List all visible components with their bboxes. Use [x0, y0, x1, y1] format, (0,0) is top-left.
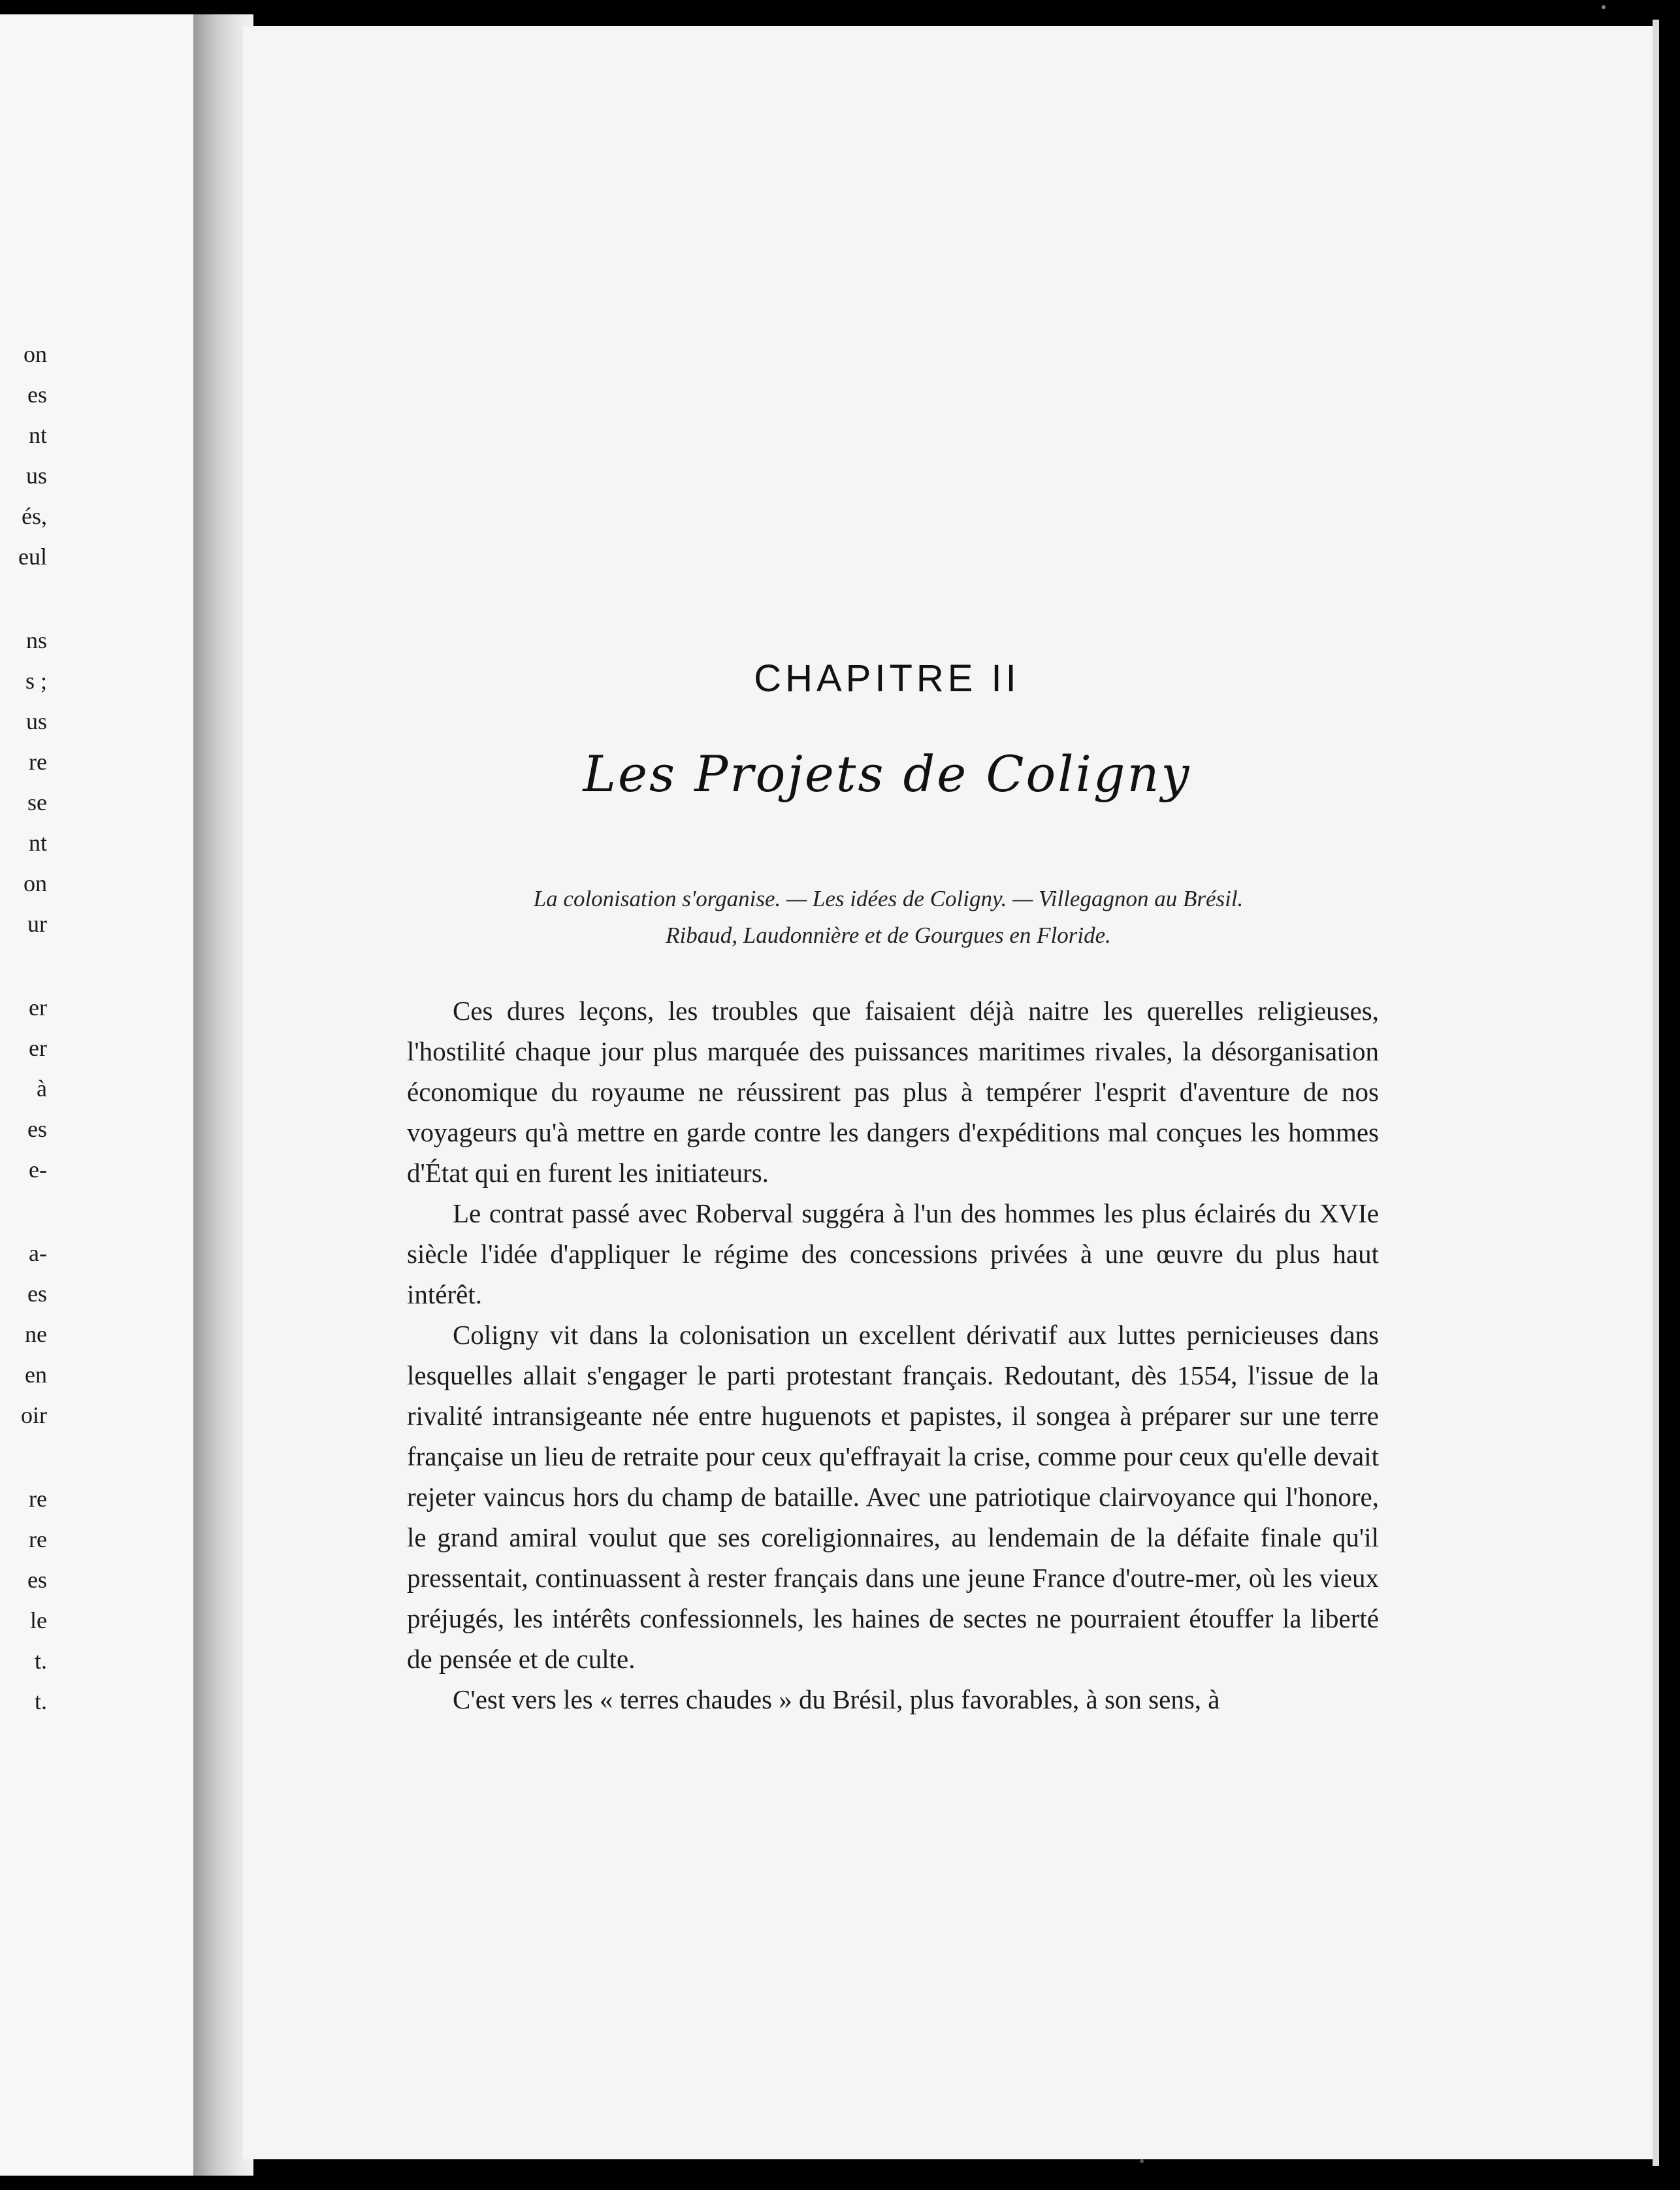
left-page-fragment: e- — [29, 1156, 47, 1183]
left-page-fragment: és, — [22, 503, 47, 529]
left-page-fragment: à — [37, 1075, 47, 1102]
left-page-fragment: eul — [18, 544, 47, 570]
paragraph: Le contrat passé avec Roberval suggéra à l'un des hommes les plus éclairés du XVIe siècle l'idée d'appliquer le régime des concessions privées à une œuvre du plus haut intérêt. — [407, 1198, 1379, 1309]
left-page-fragment: s ; — [25, 668, 47, 694]
left-page-fragment: re — [29, 749, 47, 775]
left-page-fragment: es — [27, 1281, 47, 1307]
left-page-fragment: us — [25, 708, 47, 734]
chapter-number: CHAPITRE II — [754, 657, 1020, 700]
left-page-fragment: er — [29, 994, 47, 1021]
left-page-fragment: es — [27, 1567, 47, 1593]
left-page-fragment: re — [29, 1526, 47, 1552]
left-page-fragment: a- — [29, 1240, 47, 1266]
left-page-fragment: nt — [28, 422, 47, 448]
left-page-fragment: nt — [28, 830, 47, 856]
left-page-fragment: t. — [34, 1648, 47, 1674]
left-page-fragment: on — [24, 870, 47, 896]
speck — [1602, 5, 1606, 9]
paragraph: C'est vers les « terres chaudes » du Brésil, plus favorables, à son sens, à — [453, 1684, 1220, 1714]
left-page-fragment: se — [27, 789, 47, 815]
left-page-fragment: re — [29, 1486, 47, 1512]
chapter-summary — [418, 881, 1359, 954]
paragraph: Ces dures leçons, les troubles que faisaient déjà naitre les querelles religieuses, l'hostilité chaque jour plus marquée des puissances maritimes rivales, la désorganisation économique du royaume ne réussirent pas plus à tempérer l'esprit d'aventure de nos voyageurs qu'à mettre en garde contre les dangers d'expéditions mal conçues les hommes d'État qui en furent les initiateurs. — [407, 996, 1379, 1188]
chapter-title: Les Projets de Coligny — [583, 745, 1191, 803]
summary-line: Ribaud, Laudonnière et de Gourgues en Floride. — [666, 923, 1111, 948]
speck — [1140, 2159, 1144, 2163]
left-page-fragment: on — [24, 341, 47, 367]
body-text — [407, 990, 1379, 1720]
left-page-fragment: t. — [34, 1688, 47, 1714]
page-edge — [1653, 20, 1659, 2166]
left-page-fragment: us — [25, 463, 47, 489]
left-page — [0, 14, 208, 2176]
left-page-fragment: en — [25, 1362, 47, 1388]
left-page-fragment: es — [27, 382, 47, 408]
left-page-fragment: er — [29, 1035, 47, 1061]
left-page-fragment: le — [30, 1607, 47, 1633]
left-page-fragment: ur — [27, 911, 47, 937]
left-page-fragment: ne — [25, 1321, 47, 1347]
left-page-fragment: es — [27, 1116, 47, 1142]
summary-line: La colonisation s'organise. — Les idées de Coligny. — Villegagnon au Brésil. — [533, 886, 1244, 911]
paragraph: Coligny vit dans la colonisation un excellent dérivatif aux luttes pernicieuses dans lesquelles allait s'engager le parti protestant français. Redoutant, dès 1554, l'issue de la rivalité intransigeante née entre huguenots et papistes, il songea à préparer sur une terre française un lieu de retraite pour ceux qu'effrayait la crise, comme pour ceux qu'elle devait rejeter vaincus hors du champ de bataille. Avec une patriotique clairvoyance qui l'honore, le grand amiral voulut que ses coreligionnaires, au lendemain de la défaite finale qu'il pressentait, continuassent à rester français dans une jeune France d'outre-mer, où les vieux préjugés, les intérêts confessionnels, les haines de sectes ne pourraient étouffer la liberté de pensée et de culte. — [407, 1320, 1379, 1674]
left-page-fragment: ns — [25, 627, 47, 653]
left-page-fragment: oir — [21, 1402, 47, 1428]
